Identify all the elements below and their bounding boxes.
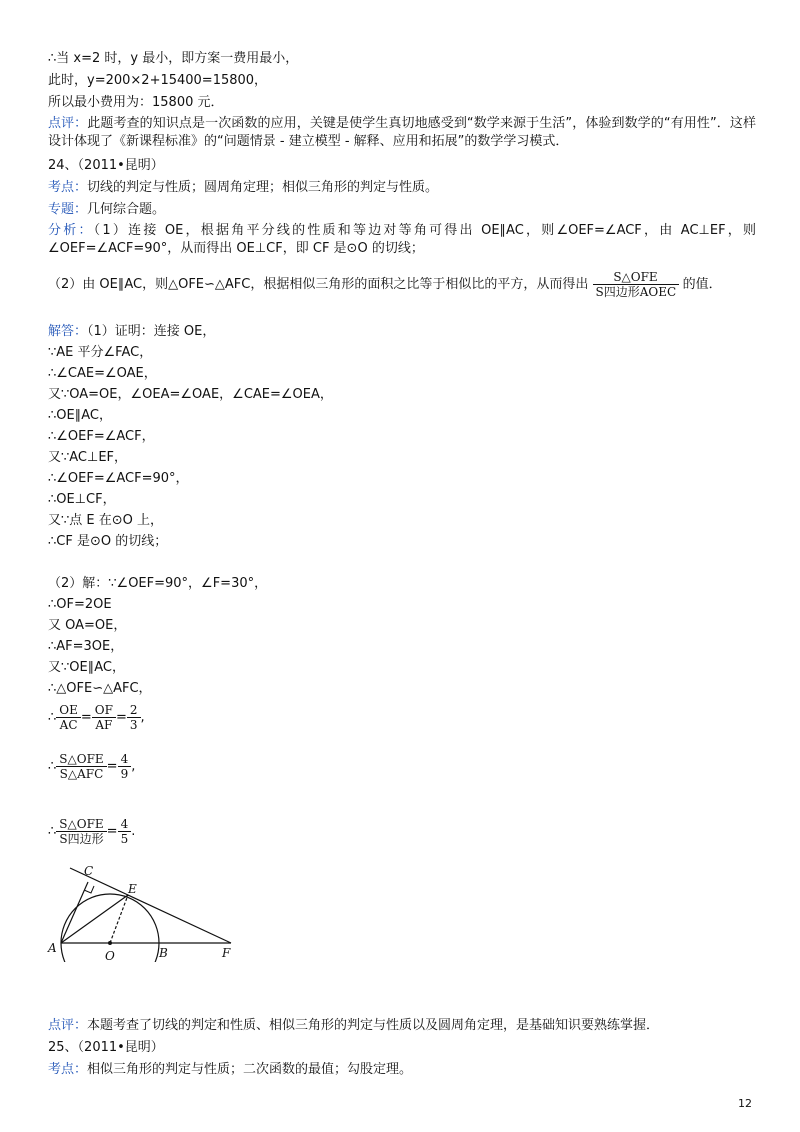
label-a: A (48, 941, 57, 955)
fraction (127, 703, 141, 732)
fraction-numerator: S△OFE (593, 270, 679, 285)
ratio-equation-1: ∴ $\frac{OE}{AC}$ = $\frac{OF}{AF}$ = $\frac{2}{3}$ , (48, 703, 145, 732)
fraction-numerator: OF (92, 703, 116, 718)
analysis-part2-text: （2）由 OE∥AC，则△OFE∽△AFC，根据相似三角形的面积之比等于相似比的平方，从而得出 (48, 277, 589, 292)
fraction-numerator: OE (56, 703, 81, 718)
question-header: 24、（2011•昆明） (48, 158, 164, 173)
zhuanti-line (48, 201, 165, 219)
analysis-part2 (48, 270, 722, 299)
fraction-denominator: S四边形 (59, 832, 104, 846)
fraction (118, 752, 132, 781)
proof-step: ∴OE∥AC， (48, 408, 112, 423)
solution-step: （2）解：∵∠OEF=90°，∠F=30°， (48, 576, 268, 591)
fraction (56, 817, 106, 846)
proof-step: 又∵OA=OE，∠OEA=∠OAE，∠CAE=∠OEA， (48, 387, 333, 402)
ratio-equation-3: ∴ $\frac{\text{S△OFE}}{\text{S四边形}}$ = $\frac{4}{5}$ . (48, 817, 136, 846)
comment-line (48, 1017, 659, 1035)
point-o (108, 941, 112, 945)
therefore-symbol: ∴ (48, 710, 57, 725)
analysis-label: 分析： (48, 223, 94, 238)
label-e: E (128, 882, 137, 896)
proof-step: ∴∠OEF=∠ACF=90°， (48, 471, 189, 486)
analysis-paragraph (48, 222, 756, 258)
analysis-part2-end: 的值． (682, 277, 722, 292)
fraction-denominator: 9 (120, 767, 129, 781)
text-line: ∴当 x=2 时，y 最小，即方案一费用最小， (48, 51, 299, 66)
proof-step: ∴CF 是⊙O 的切线； (48, 534, 168, 549)
proof-step: ∴∠CAE=∠OAE， (48, 366, 157, 381)
analysis-text: （1）连接 OE，根据角平分线的性质和等边对等角可得出 OE∥AC，则∠OEF=∠ACF，由 AC⊥EF，则∠OEF=∠ACF=90°，从而得出 OE⊥CF，即 CF 是⊙O 的切线； (48, 223, 756, 256)
fraction-denominator: 3 (129, 718, 138, 732)
comment-label: 点评： (48, 116, 88, 131)
area-ratio-fraction (593, 270, 679, 299)
geometry-figure (44, 862, 244, 962)
solution-step: 又 OA=OE， (48, 618, 127, 633)
solution-step: ∴△OFE∽△AFC， (48, 681, 152, 696)
page-number: 12 (738, 1097, 752, 1110)
fraction-denominator: AF (95, 718, 113, 732)
fraction-numerator: 4 (118, 752, 132, 767)
comment-label: 点评： (48, 1018, 88, 1033)
kaodian-line (48, 179, 438, 197)
therefore-symbol: ∴ (48, 824, 57, 839)
fraction (56, 703, 81, 732)
comment-text: 本题考查了切线的判定和性质、相似三角形的判定与性质以及圆周角定理，是基础知识要熟练掌握． (87, 1018, 660, 1033)
label-f: F (222, 946, 231, 960)
kaodian-line (48, 1061, 412, 1079)
proof-step: ∴∠OEF=∠ACF， (48, 429, 155, 444)
fraction-numerator: S△OFE (56, 752, 106, 767)
proof-step: ∴OE⊥CF， (48, 492, 116, 507)
label-b: B (159, 946, 168, 960)
kaodian-label: 考点： (48, 1062, 88, 1077)
kaodian-text: 切线的判定与性质；圆周角定理；相似三角形的判定与性质。 (87, 180, 439, 195)
fraction-denominator: 5 (120, 832, 129, 846)
fraction-denominator: S四边形AOEC (595, 285, 677, 299)
proof-step: ∵AE 平分∠FAC， (48, 345, 153, 360)
label-o: O (105, 949, 115, 962)
zhuanti-text: 几何综合题。 (87, 202, 166, 217)
comment-paragraph (48, 115, 756, 151)
fraction (56, 752, 106, 781)
fraction (92, 703, 116, 732)
text-line: 此时，y=200×2+15400=15800， (48, 73, 268, 88)
proof-step: 又∵AC⊥EF， (48, 450, 128, 465)
answer-line (48, 323, 215, 341)
tangent-line-cf (70, 868, 231, 943)
fraction-denominator: S△AFC (59, 767, 104, 781)
fraction-denominator: AC (59, 718, 78, 732)
kaodian-label: 考点： (48, 180, 88, 195)
segment-oe-dashed (110, 895, 128, 943)
proof-step: 又∵点 E 在⊙O 上， (48, 513, 164, 528)
solution-step: ∴OF=2OE (48, 597, 112, 612)
solution-step: 又∵OE∥AC， (48, 660, 125, 675)
label-c: C (84, 864, 94, 878)
ratio-equation-2: ∴ $\frac{\text{S△OFE}}{\text{S△AFC}}$ = $\frac{4}{9}$ , (48, 752, 136, 781)
fraction-numerator: 4 (118, 817, 132, 832)
therefore-symbol: ∴ (48, 759, 57, 774)
text-line: 所以最小费用为：15800 元． (48, 95, 224, 110)
zhuanti-label: 专题： (48, 202, 88, 217)
fraction-numerator: 2 (127, 703, 141, 718)
solution-step: ∴AF=3OE， (48, 639, 124, 654)
fraction (118, 817, 132, 846)
answer-text: （1）证明：连接 OE， (87, 324, 216, 339)
fraction-numerator: S△OFE (56, 817, 106, 832)
comment-text: 此题考查的知识点是一次函数的应用，关键是使学生真切地感受到“数学来源于生活”，体验到数学的“有用性”．这样设计体现了《新课程标准》的“问题情景 - 建立模型 - 解释、应用和拓展”的数学学习模式． (48, 116, 756, 149)
question-header: 25、（2011•昆明） (48, 1040, 164, 1055)
kaodian-text: 相似三角形的判定与性质；二次函数的最值；勾股定理。 (87, 1062, 413, 1077)
answer-label: 解答： (48, 324, 88, 339)
